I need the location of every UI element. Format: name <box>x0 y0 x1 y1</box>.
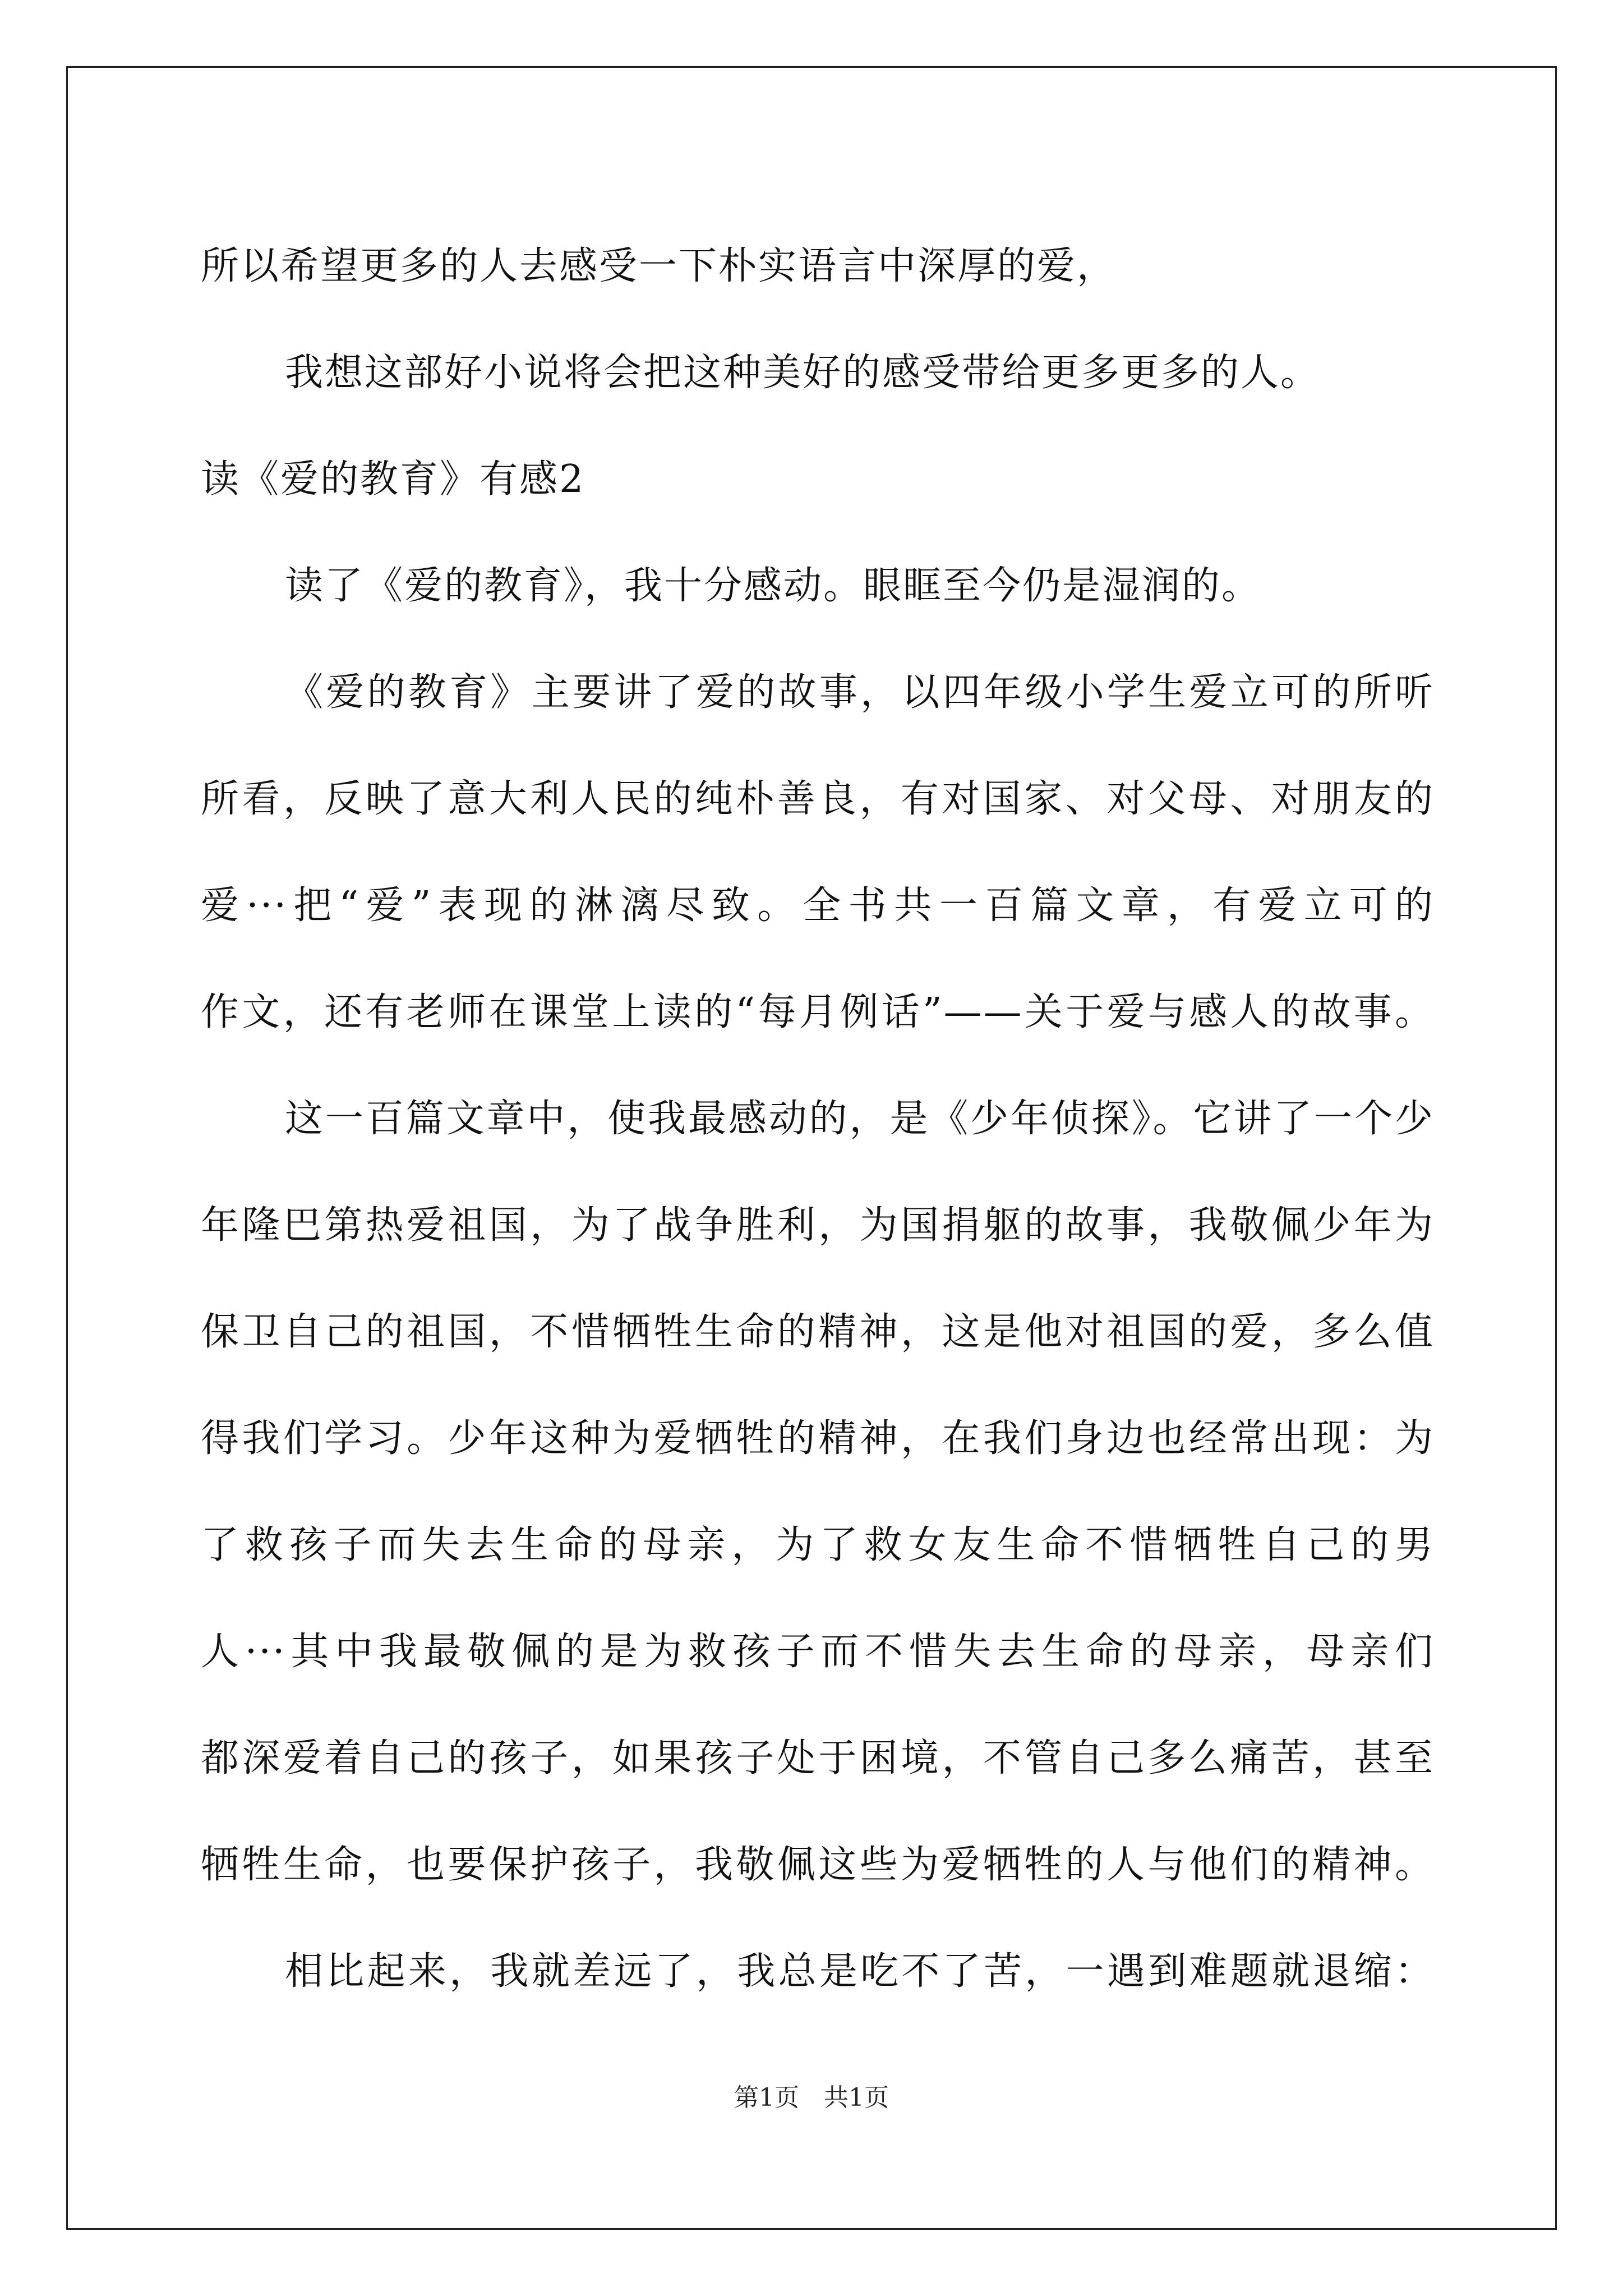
paragraph-line: 牺牲生命，也要保护孩子，我敬佩这些为爱牺牲的人与他们的精神。 <box>201 1843 1435 1887</box>
section-heading: 读《爱的教育》有感2 <box>201 457 585 501</box>
page-number-footer: 第1页 共1页 <box>734 2083 889 2112</box>
paragraph-line: 人···其中我最敬佩的是为救孩子而不惜失去生命的母亲，母亲们 <box>201 1630 1435 1674</box>
paragraph-line: 《爱的教育》主要讲了爱的故事，以四年级小学生爱立可的所听 <box>285 670 1435 715</box>
paragraph-line: 我想这部好小说将会把这种美好的感受带给更多更多的人。 <box>285 351 1321 395</box>
paragraph-line: 爱···把“爱”表现的淋漓尽致。全书共一百篇文章，有爱立可的 <box>201 884 1435 928</box>
paragraph-line: 了救孩子而失去生命的母亲，为了救女友生命不惜牺牲自己的男 <box>201 1523 1435 1567</box>
paragraph-line: 年隆巴第热爱祖国，为了战争胜利，为国捐躯的故事，我敬佩少年为 <box>201 1203 1435 1248</box>
paragraph-line: 得我们学习。少年这种为爱牺牲的精神，在我们身边也经常出现：为 <box>201 1416 1435 1461</box>
paragraph-line: 这一百篇文章中，使我最感动的，是《少年侦探》。它讲了一个少 <box>285 1097 1435 1141</box>
paragraph-line: 读了《爱的教育》，我十分感动。眼眶至今仍是湿润的。 <box>285 564 1262 608</box>
paragraph-line: 都深爱着自己的孩子，如果孩子处于困境，不管自己多么痛苦，甚至 <box>201 1736 1435 1780</box>
paragraph-line: 所看，反映了意大利人民的纯朴善良，有对国家、对父母、对朋友的 <box>201 777 1435 821</box>
paragraph-line: 保卫自己的祖国，不惜牺牲生命的精神，这是他对祖国的爱，多么值 <box>201 1310 1435 1354</box>
document-body <box>201 213 1435 2025</box>
paragraph-line: 所以希望更多的人去感受一下朴实语言中深厚的爱， <box>201 244 1117 288</box>
paragraph-line: 作文，还有老师在课堂上读的“每月例话”——关于爱与感人的故事。 <box>201 990 1435 1034</box>
paragraph-line: 相比起来，我就差远了，我总是吃不了苦，一遇到难题就退缩： <box>285 1949 1435 1994</box>
